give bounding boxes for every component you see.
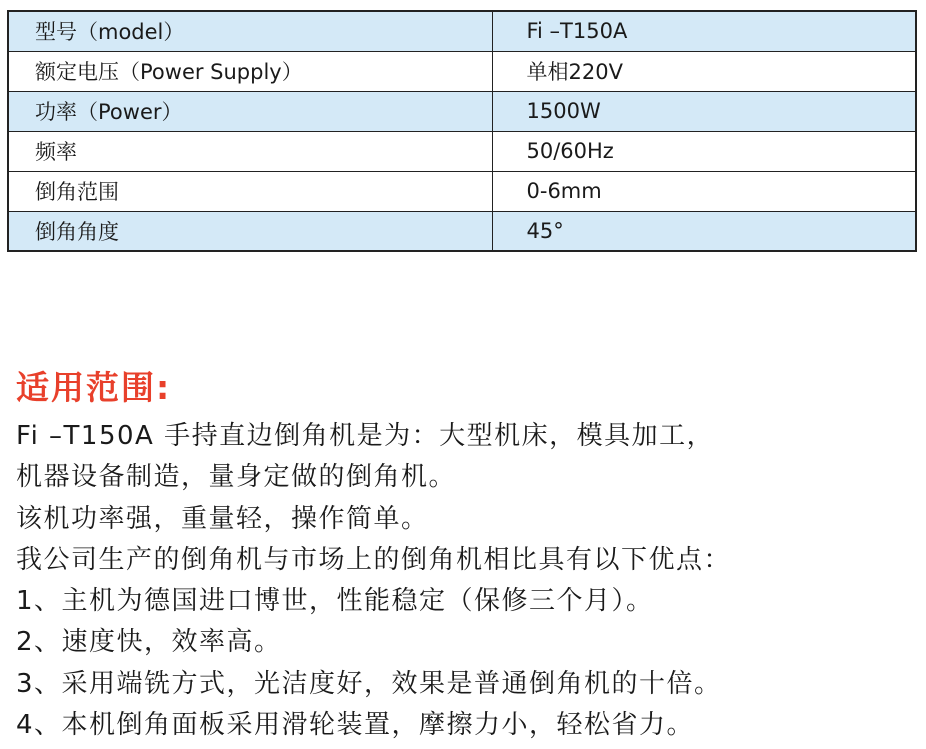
description-line: Fi –T150A 手持直边倒角机是为：大型机床，模具加工， — [16, 421, 715, 451]
spec-row-chamfer-range — [8, 171, 916, 211]
spec-label: 频率 — [8, 131, 492, 171]
spec-label: 倒角角度 — [8, 211, 492, 251]
spec-row-frequency — [8, 131, 916, 171]
description-list — [16, 416, 731, 746]
description-line: 该机功率强，重量轻，操作简单。 — [16, 503, 429, 534]
description-line: 1、主机为德国进口博世，性能稳定（保修三个月）。 — [16, 586, 654, 617]
spec-label: 额定电压（Power Supply） — [8, 51, 492, 91]
spec-label: 功率（Power） — [8, 91, 492, 131]
spec-label: 倒角范围 — [8, 171, 492, 211]
spec-value: 45° — [492, 211, 916, 251]
description-line: 2、速度快，效率高。 — [16, 627, 282, 658]
description-line: 3、采用端铣方式，光洁度好，效果是普通倒角机的十倍。 — [16, 668, 722, 699]
spec-row-model — [8, 11, 916, 51]
spec-value: 1500W — [492, 91, 916, 131]
spec-row-power — [8, 91, 916, 131]
description-line: 机器设备制造，量身定做的倒角机。 — [16, 462, 457, 493]
spec-value: Fi –T150A — [492, 11, 916, 51]
spec-row-chamfer-angle — [8, 211, 916, 251]
spec-label: 型号（model） — [8, 11, 492, 51]
spec-value: 单相220V — [492, 51, 916, 91]
section-heading: 适用范围: — [16, 368, 172, 407]
spec-row-power-supply — [8, 51, 916, 91]
spec-table — [7, 10, 917, 252]
spec-value: 50/60Hz — [492, 131, 916, 171]
description-line: 4、本机倒角面板采用滑轮装置，摩擦力小，轻松省力。 — [16, 710, 695, 741]
description-line: 我公司生产的倒角机与市场上的倒角机相比具有以下优点： — [16, 544, 732, 575]
spec-value: 0-6mm — [492, 171, 916, 211]
